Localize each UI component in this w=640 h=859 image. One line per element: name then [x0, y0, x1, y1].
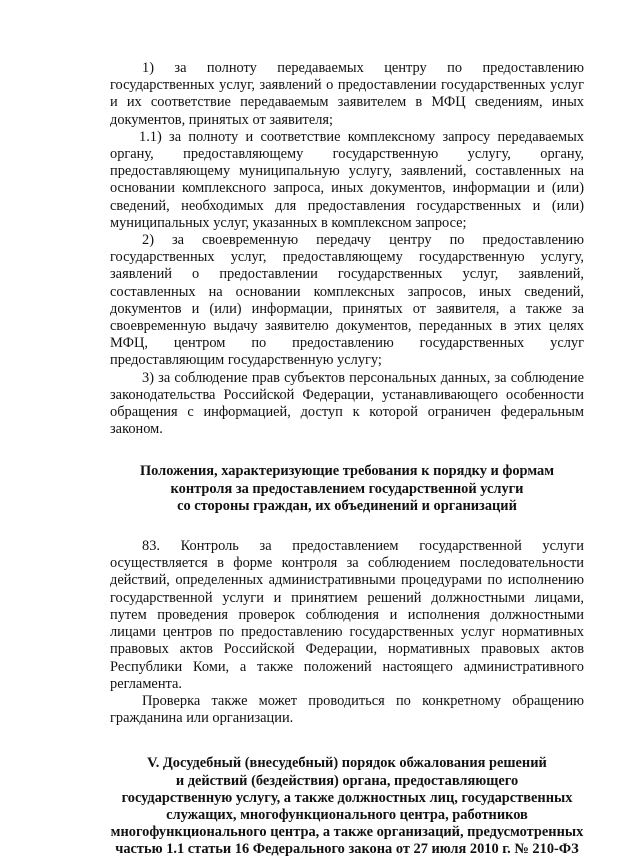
paragraph-check: Проверка также может проводиться по конкретному обращению гражданина или организации. [110, 692, 584, 727]
paragraph-item-83: 83. Контроль за предоставлением государственной услуги осуществляется в форме контроля за соблюдением последовательности действий, определенных административными процедурами по исполнению государственной услуги и принятием решений должностными лицами, путем проведения проверок соблюдения и исполнения должностными лицами центров по предоставлению государственных услуг нормативных правовых актов Российской Федерации, нормативных правовых актов Республики Коми, а также положений настоящего административного регламента. [110, 538, 584, 692]
heading-line: контроля за предоставлением государственной услуги [170, 480, 524, 497]
section-heading-v [110, 755, 584, 858]
heading-line: Положения, характеризующие требования к порядку и формам [139, 463, 555, 480]
paragraph-item-1-1: 1.1) за полноту и соответствие комплексному запросу передаваемых органу, предоставляющему государственную услугу, органу, предоставляющему муниципальную услугу, заявлений, составленных на основании комплексного запроса, иных документов, информации и (или) сведений, необходимых для предоставления государственных и (или) муниципальных услуг, указанных в комплексном запросе; [110, 128, 584, 231]
section-heading-control [110, 463, 584, 515]
heading-line: служащих, многофункционального центра, работников [166, 806, 528, 823]
paragraph-item-2: 2) за своевременную передачу центру по предоставлению государственных услуг, предоставляющему государственную услугу, заявлений о предоставлении государственных услуг, заявлений, составленных на основании комплексных запросов, иных сведений, документов и (или) информации, принятых от заявителя, а также за своевременную выдачу заявителю документов, переданных в этих целях МФЦ, центром по предоставлению государственных услуг предоставляющим государственную услугу; [110, 232, 584, 369]
paragraph-item-1: 1) за полноту передаваемых центру по предоставлению государственных услуг, заявлений о предоставлении государственных услуг и их соответствие передаваемым заявителем в МФЦ сведениям, иных документов, принятых от заявителя; [110, 60, 584, 128]
heading-line: и действий (бездействия) органа, предоставляющего [175, 772, 519, 789]
heading-line: V. Досудебный (внесудебный) порядок обжалования решений [147, 755, 547, 772]
heading-line: частью 1.1 статьи 16 Федерального закона от 27 июля 2010 г. № 210-ФЗ [115, 841, 579, 858]
heading-line: со стороны граждан, их объединений и организаций [177, 497, 517, 514]
heading-line: многофункционального центра, а также организаций, предусмотренных [110, 824, 584, 841]
paragraph-item-3: 3) за соблюдение прав субъектов персональных данных, за соблюдение законодательства Российской Федерации, устанавливающего особенности обращения с информацией, доступ к которой ограничен федеральным законом. [110, 369, 584, 438]
heading-line: государственную услугу, а также должностных лиц, государственных [121, 789, 573, 806]
